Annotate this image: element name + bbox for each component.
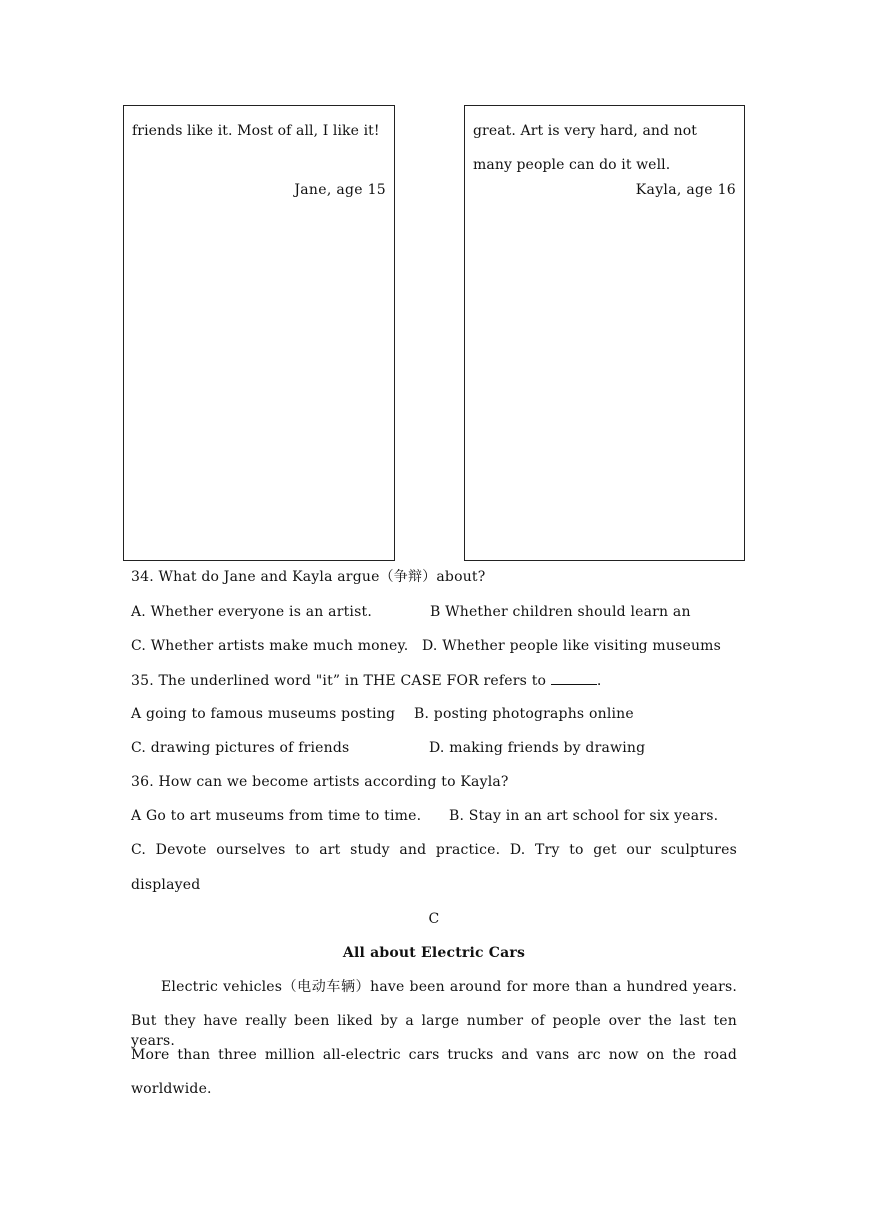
question-35-option-c: C. drawing pictures of friends	[131, 740, 350, 756]
letter-box-jane	[123, 105, 395, 561]
question-35-option-d: D. making friends by drawing	[429, 740, 646, 756]
question-36-option-a: A Go to art museums from time to time.	[131, 808, 422, 824]
question-34-option-c: C. Whether artists make much money.	[131, 638, 409, 654]
question-35-stem-text: 35. The underlined word "it” in THE CASE FOR refers to	[131, 673, 551, 689]
question-36-stem: 36. How can we become artists according to Kayla?	[131, 774, 509, 790]
passage-line-3: More than three million all-electric cars trucks and vans arc now on the road	[131, 1047, 737, 1063]
question-34-option-a: A. Whether everyone is an artist.	[131, 604, 372, 620]
letter-box-kayla	[464, 105, 745, 561]
question-36-option-cd: C. Devote ourselves to art study and practice. D. Try to get our sculptures	[131, 842, 737, 858]
question-35-option-b: B. posting photographs online	[414, 706, 634, 722]
letter-text-jane: friends like it. Most of all, I like it!	[132, 123, 380, 139]
question-34-option-b: B Whether children should learn an	[430, 604, 691, 620]
passage-line-2: But they have really been liked by a large number of people over the last ten years.	[131, 1013, 737, 1049]
question-35-stem-end: .	[596, 673, 602, 689]
question-35-stem	[131, 670, 737, 691]
passage-title: All about Electric Cars	[342, 945, 526, 961]
letter-text-kayla: great. Art is very hard, and not many people can do it well.	[473, 123, 698, 173]
signature-kayla: Kayla, age 16	[635, 182, 736, 198]
passage-line-4: worldwide.	[131, 1081, 212, 1097]
question-34-option-d: D. Whether people like visiting museums	[422, 638, 722, 654]
question-34-stem: 34. What do Jane and Kayla argue（争辩）about?	[131, 569, 486, 585]
signature-jane: Jane, age 15	[294, 182, 386, 198]
question-36-option-d-continued: displayed	[131, 877, 201, 893]
answer-blank	[551, 670, 597, 685]
passage-line-1: Electric vehicles（电动车辆）have been around for more than a hundred years.	[161, 979, 737, 995]
section-label: C	[428, 911, 440, 927]
question-35-option-a: A going to famous museums posting	[131, 706, 396, 722]
question-36-option-b: B. Stay in an art school for six years.	[449, 808, 719, 824]
